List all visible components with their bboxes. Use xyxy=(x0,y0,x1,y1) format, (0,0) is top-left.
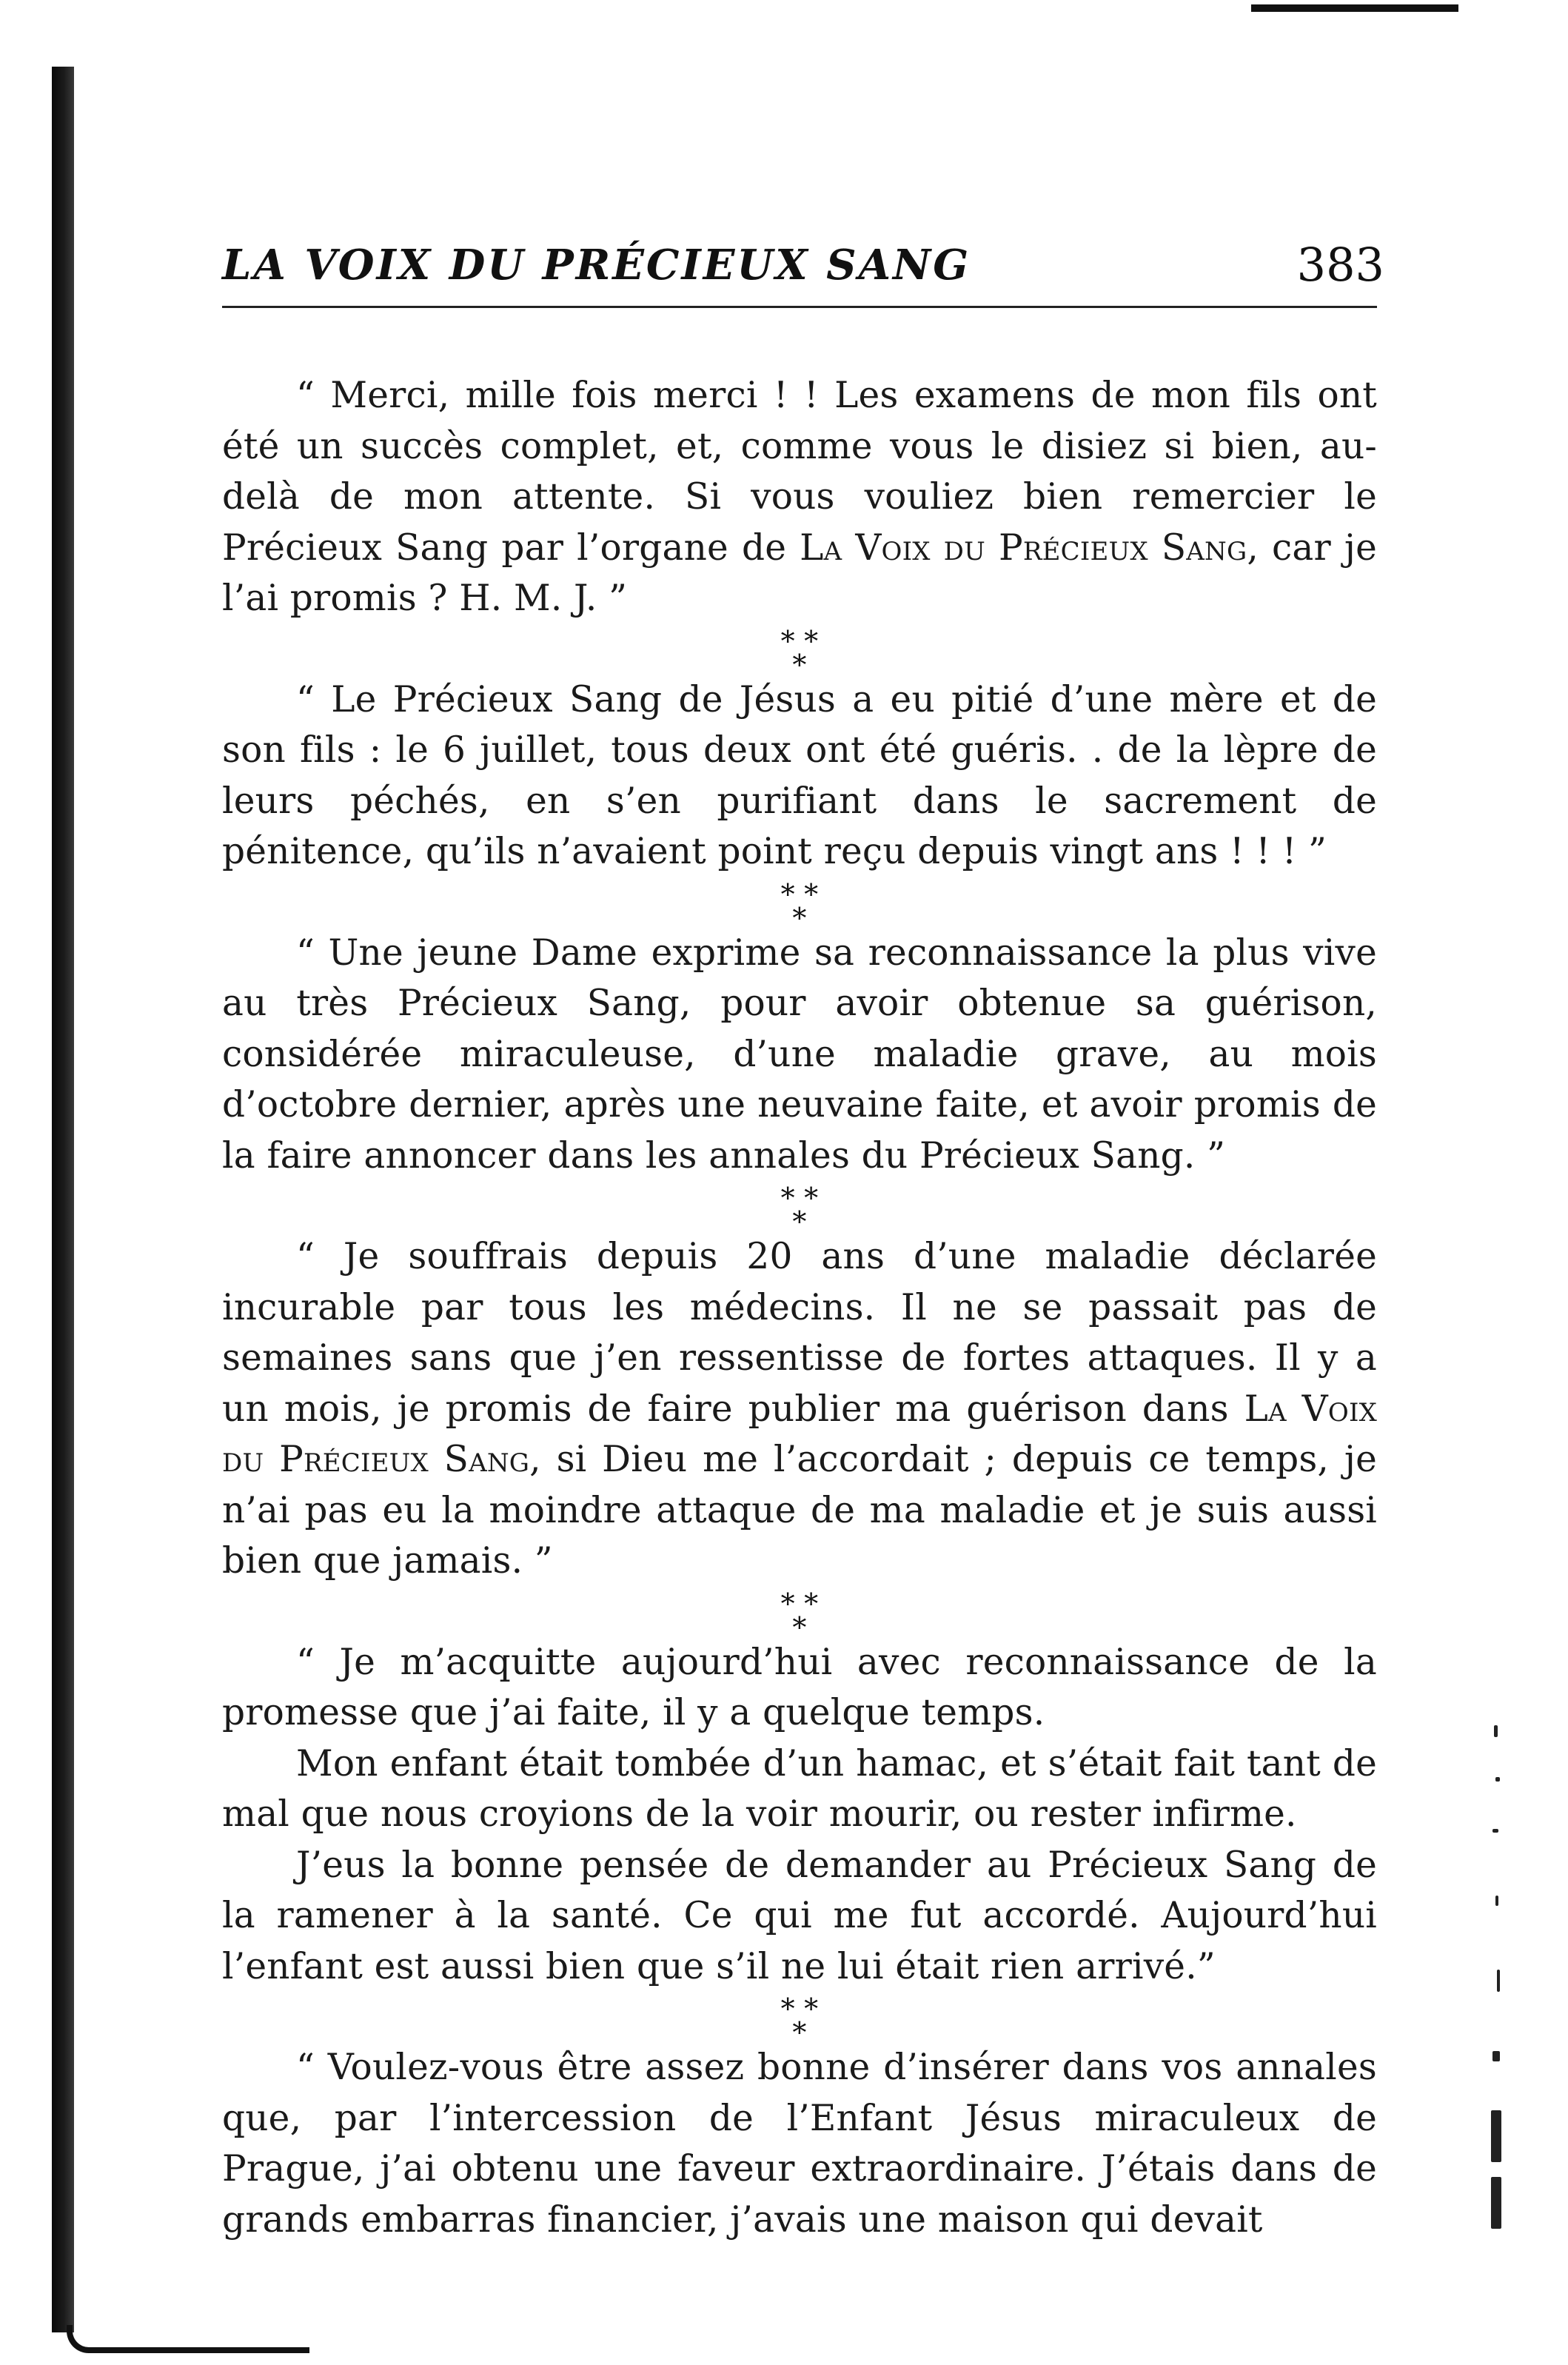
speck xyxy=(1492,2051,1500,2061)
paragraph: J’eus la bonne pensée de demander au Précieux Sang de la ramener à la santé. Ce qui me fut accordé. Aujourd’hui l’enfant est aussi bien que s’il ne lui était rien arrivé.” xyxy=(222,1844,1377,1987)
paragraph xyxy=(222,370,1377,624)
asterism-divider xyxy=(222,624,1377,681)
paragraph xyxy=(222,1231,1377,1587)
paragraph-text: “ Merci, mille fois merci ! ! Les examens de mon fils ont été un succès complet, et, comme vous le disiez si bien, au-delà de mon attente. Si vous vouliez bien remercier le Précieux Sang par l’organe de xyxy=(222,375,1377,569)
paragraph-text: , si Dieu me l’accordait ; depuis ce temps, je n’ai pas eu la moindre attaque de ma maladie et je suis aussi bien que jamais. ” xyxy=(222,1439,1377,1582)
asterism-divider xyxy=(222,1992,1377,2049)
speck xyxy=(1495,1777,1500,1782)
running-title: LA VOIX DU PRÉCIEUX SANG xyxy=(222,241,971,290)
paragraph: “ Le Précieux Sang de Jésus a eu pitié d’une mère et de son fils : le 6 juillet, tous deux ont été guéris. . de la lèpre de leurs péchés, en s’en purifiant dans le sacrement de pénitence, qu’ils n’avaient point reçu depuis vingt ans ! ! ! ” xyxy=(222,678,1377,872)
speck xyxy=(1497,1970,1500,1992)
speck xyxy=(1495,1896,1498,1906)
paragraph: “ Voulez-vous être assez bonne d’insérer dans vos annales que, par l’intercession de l’Enfant Jésus miraculeux de Prague, j’ai obtenu une faveur extraordinaire. J’étais dans de grands embarras financier, j’avais une maison qui devait xyxy=(222,2047,1377,2241)
speck xyxy=(1491,2110,1501,2162)
speck xyxy=(1494,1725,1498,1737)
page-body xyxy=(222,370,1377,2245)
speck xyxy=(1492,1829,1498,1833)
asterism-divider xyxy=(222,1587,1377,1644)
top-edge-rule xyxy=(1251,4,1458,12)
paragraph: “ Une jeune Dame exprime sa reconnaissance la plus vive au très Précieux Sang, pour avoir obtenue sa guérison, considérée miraculeuse, d’une maladie grave, au mois d’octobre dernier, après une neuvaine faite, et avoir promis de la faire annoncer dans les annales du Précieux Sang. ” xyxy=(222,931,1377,1177)
paragraph-text: “ Je souffrais depuis 20 ans d’une maladie déclarée incurable par tous les médecins. Il ne se passait pas de semaines sans que j’en ressentisse de fortes attaques. Il y a un mois, je promis de faire publier ma guérison dans xyxy=(222,1236,1377,1430)
header-rule xyxy=(222,306,1377,308)
journal-title: La Voix du Précieux Sang xyxy=(222,1388,1377,1480)
scan-page-curl xyxy=(67,2325,309,2353)
running-head xyxy=(222,233,1384,300)
asterism-bottom: * xyxy=(792,1610,807,1644)
paragraph: “ Je m’acquitte aujourd’hui avec reconnaissance de la promesse que j’ai faite, il y a quelque temps. xyxy=(222,1641,1377,1733)
asterism-top: * * xyxy=(780,1993,819,2025)
scan-margin-specks xyxy=(1488,1725,1510,2244)
scan-binding-shadow xyxy=(52,67,74,2332)
page-number: 383 xyxy=(1296,238,1384,292)
asterism-top: * * xyxy=(780,1182,819,1214)
book-page xyxy=(222,233,1384,2241)
speck xyxy=(1491,2177,1501,2229)
asterism-bottom: * xyxy=(792,2016,807,2049)
paragraph: Mon enfant était tombée d’un hamac, et s’était fait tant de mal que nous croyions de la voir mourir, ou rester infirme. xyxy=(222,1742,1377,1835)
journal-title: La Voix du Précieux Sang xyxy=(800,526,1247,569)
asterism-top: * * xyxy=(780,1587,819,1620)
asterism-divider xyxy=(222,877,1377,934)
asterism-bottom: * xyxy=(792,901,807,934)
asterism-bottom: * xyxy=(792,1205,807,1238)
asterism-bottom: * xyxy=(792,648,807,681)
asterism-divider xyxy=(222,1181,1377,1238)
asterism-top: * * xyxy=(780,624,819,658)
paragraph-text: , car je l’ai promis ? H. M. J. ” xyxy=(222,526,1377,619)
asterism-top: * * xyxy=(780,877,819,911)
